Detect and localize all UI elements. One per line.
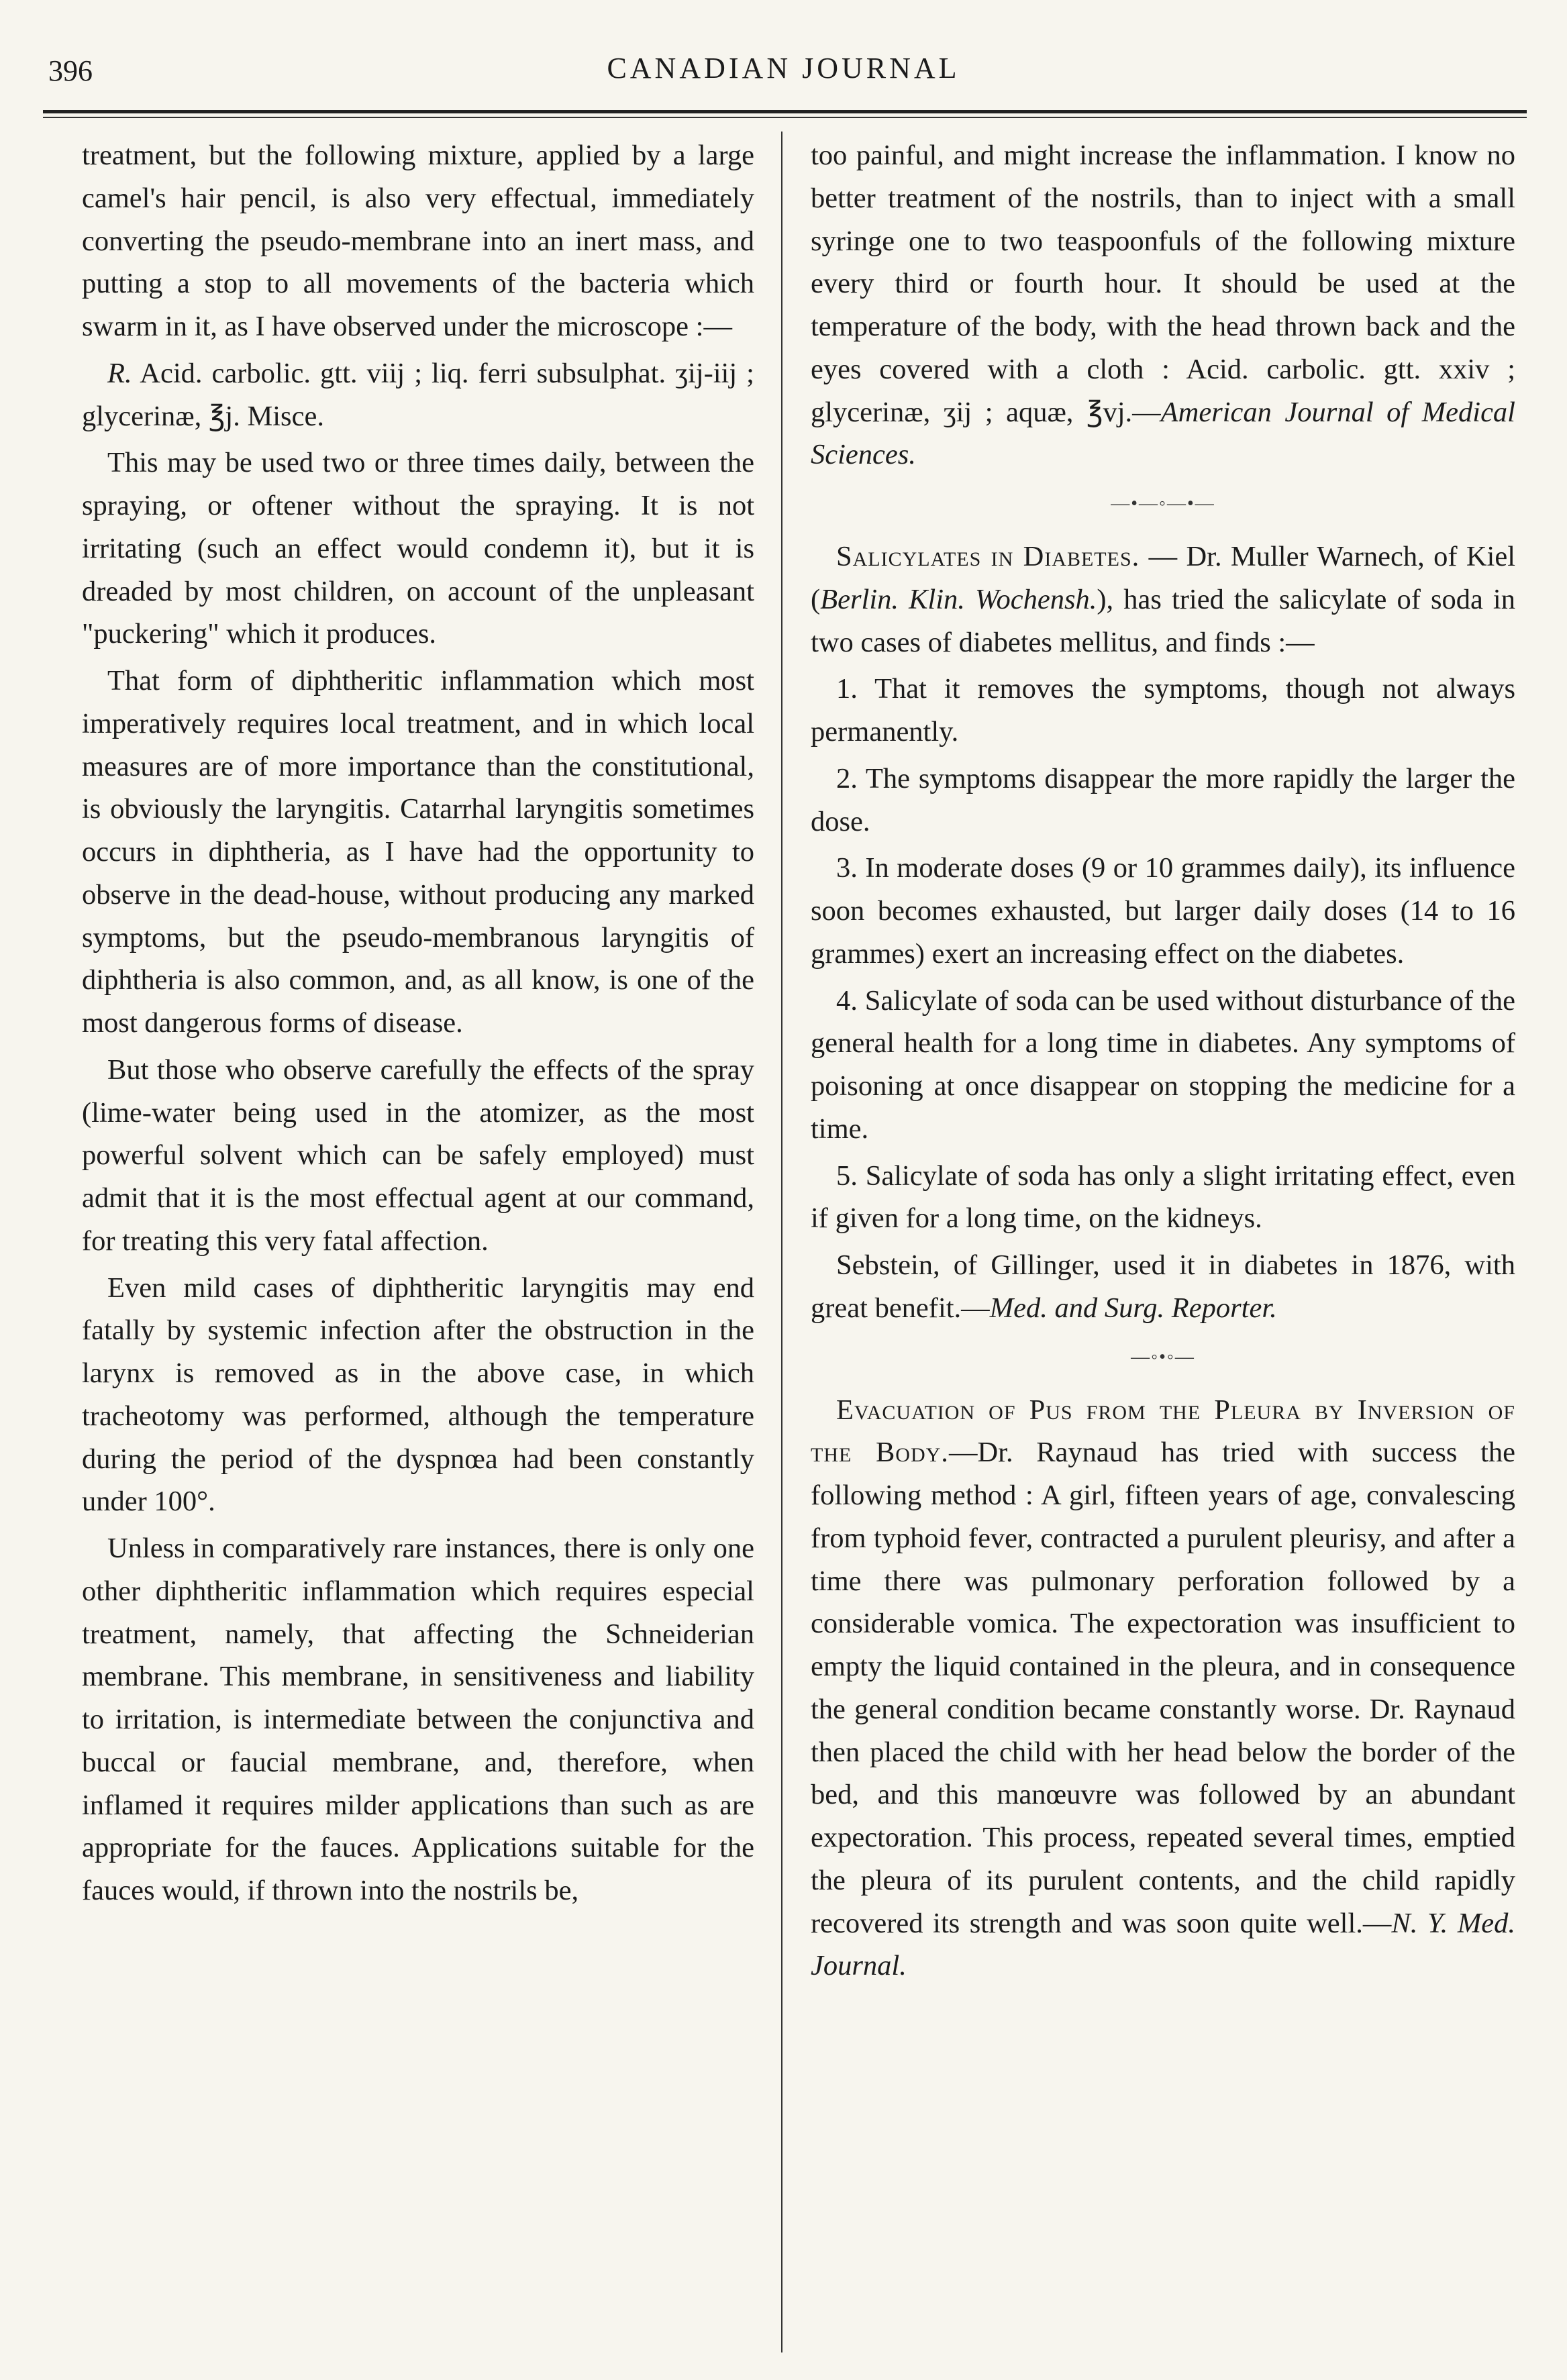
- header-rule-thin: [43, 117, 1527, 118]
- salicylates-intro-b: ), has tried the salicylate of soda in two cases of diabetes mellitus, and finds :—: [811, 583, 1515, 658]
- salicylates-point-1: 1. That it removes the symptoms, though not always permanently.: [811, 673, 1515, 747]
- recipe-text: Acid. carbolic. gtt. viij ; liq. ferri subsulphat. ʒij-iij ; glycerinæ, ℥j. Misce.: [82, 357, 754, 432]
- salicylates-source: Berlin. Klin. Wochensh.: [820, 583, 1097, 615]
- right-column: [811, 134, 1515, 1991]
- salicylates-closing: [811, 1244, 1515, 1330]
- right-paragraph-1-text: too painful, and might increase the inflammation. I know no better treatment of the nostrils, than to inject with a small syringe one to two teaspoonfuls of the following mixture every third or fourth hour. It should be used at the temperature of the body, with the head thrown back and the eyes covered with a cloth : Acid. carbolic. gtt. xxiv ; glycerinæ, ʒij ; aquæ, ℥vj.—: [811, 140, 1515, 428]
- salicylates-point-4: 4. Salicylate of soda can be used without disturbance of the general health for a long time in diabetes. Any symptoms of poisoning at once disappear on stopping the medicine for a time.: [811, 984, 1515, 1145]
- salicylates-closing-text: Sebstein, of Gillinger, used it in diabetes in 1876, with great benefit.—: [811, 1249, 1515, 1324]
- evacuation-paragraph: [811, 1389, 1515, 1988]
- right-paragraph-1: [811, 134, 1515, 476]
- evacuation-text: —Dr. Raynaud has tried with success the following method : A girl, fifteen years of age, convalescing from typhoid fever, contracted a purulent pleurisy, and after a time there was pulmonary perforation followed by a considerable vomica. The expectoration was insufficient to empty the liquid contained in the pleura, and in consequence the general condition became constantly worse. Dr. Raynaud then placed the child with her head below the border of the bed, and this manœuvre was followed by an abundant expectoration. This process, repeated several times, emptied the pleura of its purulent contents, and the child rapidly recovered its strength and was soon quite well.—: [811, 1437, 1515, 1939]
- left-paragraph-2: This may be used two or three times daily, between the spraying, or oftener without the spraying. It is not irritating (such an effect would condemn it), but it is dreaded by most children, on account of the unpleasant "puckering" which it produces.: [82, 447, 754, 650]
- left-paragraph-3: That form of diphtheritic inflammation which most imperatively requires local treatment, and in which local measures are of more importance than the constitutional, is obviously the laryngitis. Catarrhal laryngitis sometimes occurs in diphtheria, as I have had the opportunity to observe in the dead-house, without producing any marked symptoms, but the pseudo-membranous laryngitis of diphtheria is also common, and, as all know, is one of the most dangerous forms of disease.: [82, 665, 754, 1039]
- left-column: [82, 134, 754, 1916]
- header-rule: [43, 110, 1527, 113]
- salicylates-point-5: 5. Salicylate of soda has only a slight irritating effect, even if given for a long time, on the kidneys.: [811, 1159, 1515, 1235]
- salicylates-intro-a: — Dr. Muller Warnech, of Kiel (: [811, 541, 1516, 615]
- section-ornament-2: —◦•◦—: [1131, 1346, 1195, 1367]
- left-paragraph-6: Unless in comparatively rare instances, there is only one other diphtheritic inflammation which requires especial treatment, namely, that affecting the Schneiderian membrane. This membrane, in sensitiveness and liability to irritation, is intermediate between the conjunctiva and buccal or faucial membrane, and, therefore, when inflamed it requires milder applications than such as are appropriate for the fauces. Applications suitable for the fauces would, if thrown into the nostrils be,: [82, 1533, 754, 1906]
- section-ornament-1: —•—◦—•—: [1111, 493, 1215, 514]
- evacuation-heading: Evacuation of Pus from the Pleura by Inversion of the Body.: [811, 1394, 1515, 1469]
- salicylates-point-2: 2. The symptoms disappear the more rapidly the larger the dose.: [811, 762, 1515, 837]
- salicylates-closing-citation: Med. and Surg. Reporter.: [989, 1292, 1277, 1324]
- salicylates-heading: Salicylates in Diabetes.: [836, 541, 1140, 572]
- salicylates-point-3: 3. In moderate doses (9 or 10 grammes daily), its influence soon becomes exhausted, but larger daily doses (14 to 16 grammes) exert an increasing effect on the diabetes.: [811, 852, 1515, 970]
- evacuation-citation: N. Y. Med. Journal.: [811, 1907, 1515, 1982]
- right-paragraph-1-citation: American Journal of Medical Sciences.: [811, 396, 1515, 471]
- running-title: CANADIAN JOURNAL: [607, 52, 960, 85]
- left-paragraph-1: treatment, but the following mixture, applied by a large camel's hair pencil, is also very effectual, immediately converting the pseudo-membrane into an inert mass, and putting a stop to all movements of the bacteria which swarm in it, as I have observed under the microscope :—: [82, 140, 754, 342]
- recipe-symbol: R.: [107, 357, 132, 389]
- left-paragraph-5: Even mild cases of diphtheritic laryngitis may end fatally by systemic infection after the obstruction in the larynx is removed as in the above case, in which tracheotomy was performed, although the temperature during the period of the dyspnœa had been constantly under 100°.: [82, 1272, 754, 1518]
- salicylates-intro: [811, 535, 1515, 664]
- recipe: [82, 352, 754, 438]
- left-paragraph-4: But those who observe carefully the effects of the spray (lime-water being used in the atomizer, as the most powerful solvent which can be safely employed) must admit that it is the most effectual agent at our command, for treating this very fatal affection.: [82, 1053, 754, 1257]
- column-divider: [781, 132, 782, 2352]
- page-number: 396: [48, 54, 93, 87]
